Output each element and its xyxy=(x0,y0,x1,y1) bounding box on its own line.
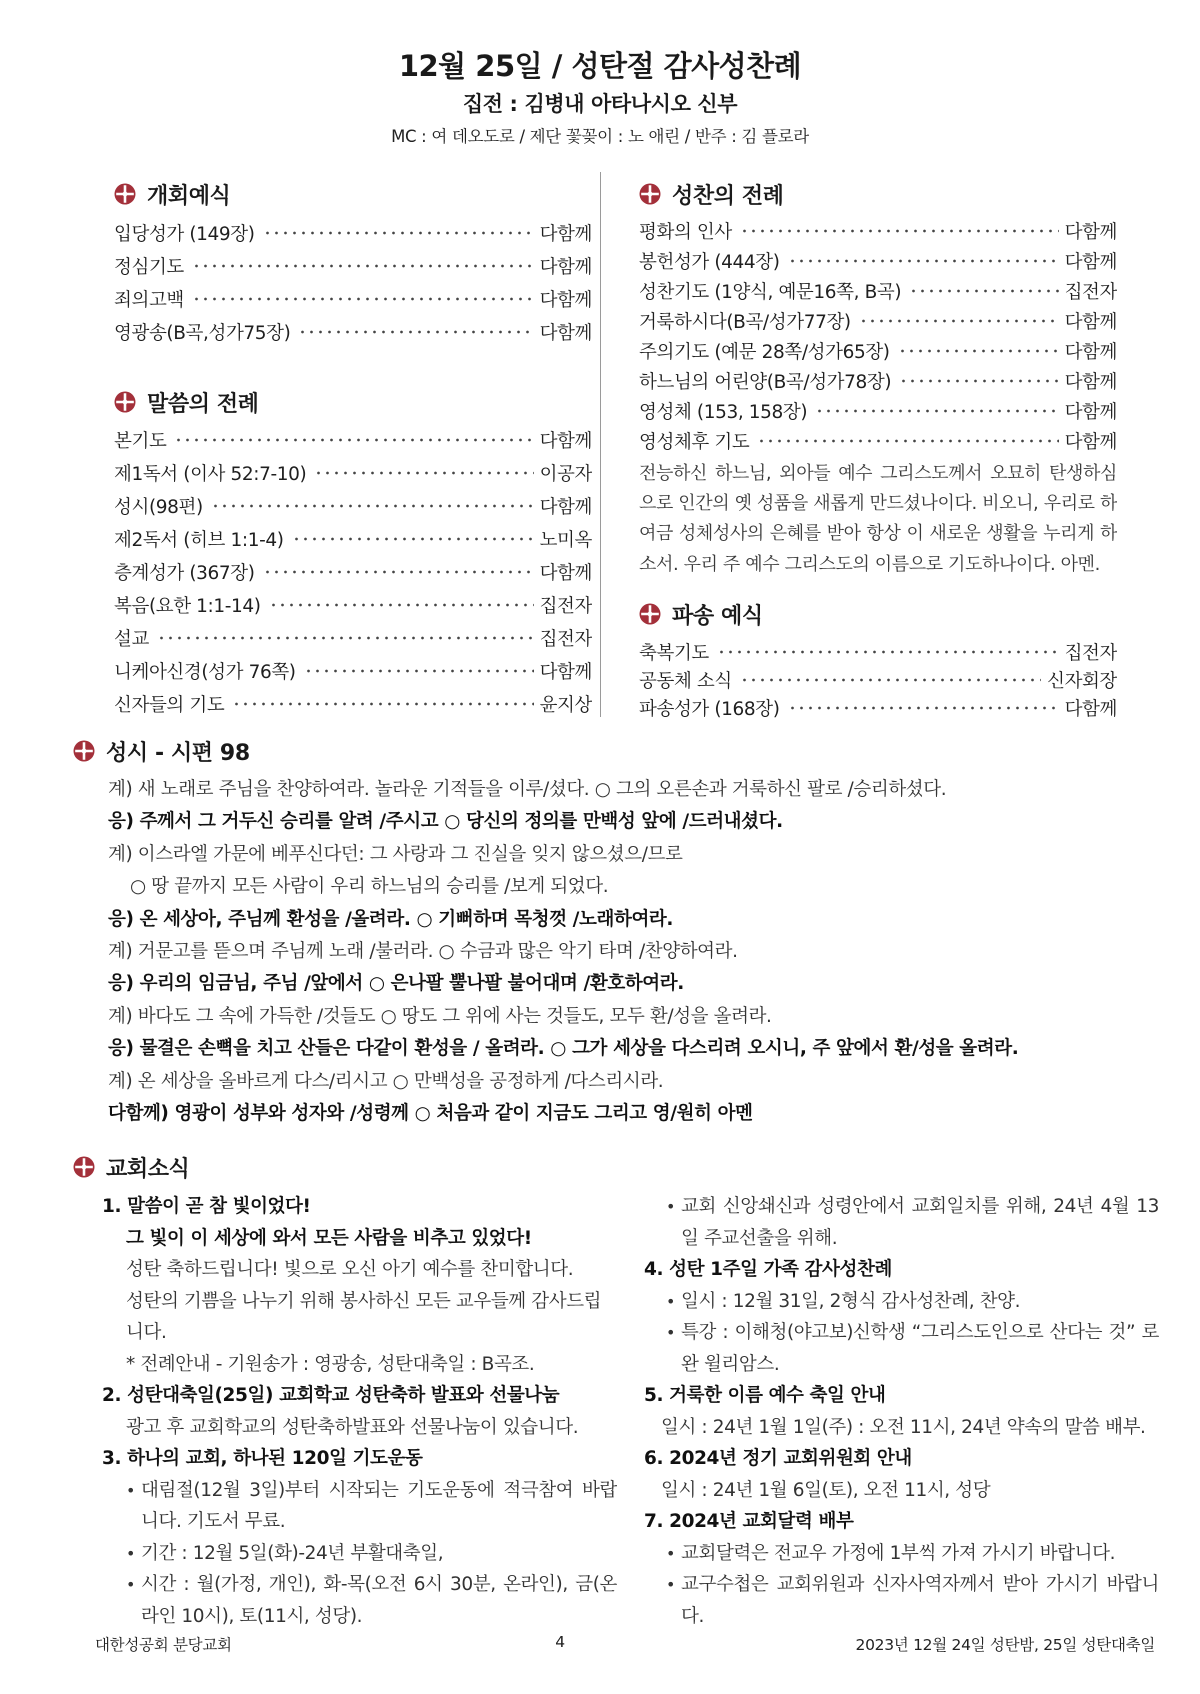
news-column-right xyxy=(644,1191,1159,1632)
liturgy-item-role: 다함께 xyxy=(539,289,592,311)
liturgy-item-role: 집전자 xyxy=(539,595,592,617)
liturgy-item-role: 다함께 xyxy=(539,661,592,683)
psalm-line-response: 응) 우리의 임금님, 주님 /앞에서 ○ 은나팔 뿔나팔 불어대며 /환호하여라. xyxy=(108,973,684,995)
dot-leader xyxy=(815,409,1058,413)
post-communion-prayer: 전능하신 하느님, 외아들 예수 그리스도께서 오묘히 탄생하심으로 인간의 옛 성품을 새롭게 만드셨나이다. 비오니, 우리로 하여금 성체성사의 은혜를 받아 항상 이 새로운 생활을 누리게 하소서. 우리 주 예수 그리스도의 이름으로 기도하나이다. 아멘. xyxy=(639,463,1117,575)
dot-leader xyxy=(292,537,534,541)
liturgy-item-name: 영성체후 기도 xyxy=(639,432,750,453)
liturgy-item-name: 주의기도 (예문 28쪽/성가65장) xyxy=(639,342,890,363)
news-bullet-text: 기간 : 12월 5일(화)-24년 부활대축일, xyxy=(141,1542,444,1564)
bullet-icon: • xyxy=(666,1291,676,1311)
psalm-line-leader: 계) 거문고를 뜯으며 주님께 노래 /불러라. ○ 수금과 많은 악기 타며 /찬양하여라. xyxy=(108,940,738,962)
bullet-icon: • xyxy=(666,1575,676,1594)
psalm-line-leader: 계) 바다도 그 속에 가득한 /것들도 ○ 땅도 그 위에 사는 것들도, 모두 환/성을 올려라. xyxy=(108,1005,772,1027)
liturgy-item xyxy=(114,489,592,522)
news-bullet-text: 대림절(12월 3일)부터 시작되는 기도운동에 적극참여 바랍니다. 기도서 무료. xyxy=(141,1479,617,1532)
liturgy-item xyxy=(639,336,1117,366)
news-bullet-text: 교회 신앙쇄신과 성령안에서 교회일치를 위해, 24년 4월 13일 주교선출을 위해. xyxy=(681,1196,1159,1249)
news-item-text: 일시 : 24년 1월 6일(토), 오전 11시, 성당 xyxy=(661,1479,991,1501)
liturgy-item-name: 설교 xyxy=(114,628,149,650)
liturgy-item-name: 입당성가 (149장) xyxy=(114,223,255,245)
liturgy-item xyxy=(114,654,592,687)
dot-leader xyxy=(232,702,533,706)
footer-page-number: 4 xyxy=(555,1633,565,1651)
dot-leader xyxy=(740,678,1041,682)
liturgy-item-name: 거룩하시다(B곡/성가77장) xyxy=(639,312,851,333)
liturgy-item-role: 다함께 xyxy=(1064,342,1117,363)
news-item-title: 1. 말씀이 곧 참 빛이었다! xyxy=(102,1196,311,1217)
news-item-title: 6. 2024년 정기 교회위원회 안내 xyxy=(644,1448,912,1469)
liturgy-item-name: 평화의 인사 xyxy=(639,222,732,243)
liturgy-item-role: 다함께 xyxy=(539,223,592,245)
liturgy-item-role: 윤지상 xyxy=(539,694,592,716)
dot-leader xyxy=(263,570,534,574)
liturgy-item xyxy=(114,423,592,456)
dot-leader xyxy=(899,379,1058,383)
psalm-line-response: 응) 주께서 그 거두신 승리를 알려 /주시고 ○ 당신의 정의를 만백성 앞에 /드러내셨다. xyxy=(108,811,783,833)
section-heading-news xyxy=(73,1149,189,1185)
liturgy-item xyxy=(639,216,1117,246)
liturgy-item xyxy=(639,246,1117,276)
liturgy-item-role: 다함께 xyxy=(1064,402,1117,423)
bullet-icon: • xyxy=(666,1543,676,1563)
liturgy-item-role: 이공자 xyxy=(539,463,592,485)
liturgy-item xyxy=(114,249,592,282)
celebrant-line: 집전 : 김병내 아타나시오 신부 xyxy=(462,92,738,116)
page-footer xyxy=(95,1633,1155,1659)
news-bullet xyxy=(644,1317,1159,1380)
liturgy-item-name: 복음(요한 1:1-14) xyxy=(114,595,261,617)
dot-leader xyxy=(314,471,533,475)
dot-leader xyxy=(717,650,1059,654)
psalm-line-leader: 계) 온 세상을 올바르게 다스/리시고 ○ 만백성을 공정하게 /다스리시라. xyxy=(108,1070,664,1092)
psalm-line-leader: ○ 땅 끝까지 모든 사람이 우리 하느님의 승리를 /보게 되었다. xyxy=(130,876,609,898)
liturgy-list xyxy=(639,638,1117,722)
section-word xyxy=(114,384,592,720)
news-column-left xyxy=(102,1191,617,1632)
liturgy-item xyxy=(114,216,592,249)
liturgy-item-name: 영광송(B곡,성가75장) xyxy=(114,322,291,344)
liturgy-list xyxy=(114,216,592,348)
section-heading-label: 교회소식 xyxy=(106,1156,190,1182)
liturgy-item-role: 집전자 xyxy=(1064,282,1117,303)
bullet-icon: • xyxy=(666,1323,676,1342)
liturgy-item-name: 공동체 소식 xyxy=(639,671,732,692)
liturgy-item-role: 집전자 xyxy=(539,628,592,650)
section-heading-eucharist xyxy=(639,176,1117,212)
section-sending xyxy=(639,596,1117,722)
liturgy-item-role: 다함께 xyxy=(1064,432,1117,453)
dot-leader xyxy=(788,259,1059,263)
liturgy-item xyxy=(639,694,1117,722)
news-bullet xyxy=(102,1538,617,1570)
news-item-title: 5. 거룩한 이름 예수 축일 안내 xyxy=(644,1385,886,1406)
liturgy-item-role: 다함께 xyxy=(539,562,592,584)
news-bullet-text: 특강 : 이해청(야고보)신학생 “그리스도인으로 산다는 것” 로완 윌리암스. xyxy=(681,1322,1159,1375)
section-heading-psalm xyxy=(73,733,250,769)
liturgy-list xyxy=(639,216,1117,456)
liturgy-item-name: 제2독서 (히브 1:1-4) xyxy=(114,529,284,551)
cross-icon xyxy=(73,740,95,762)
dot-leader xyxy=(192,297,534,301)
psalm-line-leader: 계) 새 노래로 주님을 찬양하여라. 놀라운 기적들을 이루/셨다. ○ 그의 오른손과 거룩하신 팔로 /승리하셨다. xyxy=(108,779,947,800)
liturgy-item-name: 봉헌성가 (444장) xyxy=(639,252,780,273)
dot-leader xyxy=(157,636,534,640)
liturgy-item-name: 정심기도 xyxy=(114,256,184,278)
section-heading-label: 파송 예식 xyxy=(672,603,763,629)
section-gathering xyxy=(114,176,592,348)
bullet-icon: • xyxy=(666,1197,676,1216)
cross-icon xyxy=(114,391,136,413)
news-item-title: 2. 성탄대축일(25일) 교회학교 성탄축하 발표와 선물나눔 xyxy=(102,1385,560,1406)
liturgy-item-name: 파송성가 (168장) xyxy=(639,699,780,720)
psalm-line-response: 응) 온 세상아, 주님께 환성을 /올려라. ○ 기뻐하며 목청껏 /노래하여라. xyxy=(108,908,674,930)
news-item-text: 일시 : 24년 1월 1일(주) : 오전 11시, 24년 약속의 말씀 배부. xyxy=(661,1416,1146,1438)
news-bullet xyxy=(644,1569,1159,1632)
liturgy-item-role: 다함께 xyxy=(1064,372,1117,393)
liturgy-item xyxy=(639,306,1117,336)
dot-leader xyxy=(740,229,1059,233)
bullet-icon: • xyxy=(126,1480,136,1500)
liturgy-item-role: 다함께 xyxy=(539,322,592,344)
liturgy-item-role: 다함께 xyxy=(1064,312,1117,333)
dot-leader xyxy=(211,504,534,508)
news-bullet-text: 교회달력은 전교우 가정에 1부씩 가져 가시기 바랍니다. xyxy=(681,1542,1116,1564)
liturgy-item-name: 성찬기도 (1양식, 예문16쪽, B곡) xyxy=(639,282,902,303)
section-heading-label: 성찬의 전례 xyxy=(672,183,784,209)
liturgy-item xyxy=(114,555,592,588)
liturgy-item-role: 다함께 xyxy=(1064,252,1117,273)
liturgy-item-role: 집전자 xyxy=(1064,643,1117,664)
liturgy-item-name: 축복기도 xyxy=(639,643,709,664)
dot-leader xyxy=(757,439,1058,443)
dot-leader xyxy=(898,349,1059,353)
bullet-icon: • xyxy=(126,1575,136,1594)
news-bullet xyxy=(644,1538,1159,1570)
liturgy-item-role: 다함께 xyxy=(539,496,592,518)
liturgy-item xyxy=(114,456,592,489)
liturgy-item-role: 신자회장 xyxy=(1047,671,1117,692)
liturgy-item xyxy=(639,666,1117,694)
news-bullet xyxy=(644,1191,1159,1254)
news-item-subtitle: 그 빛이 이 세상에 와서 모든 사람을 비추고 있었다! xyxy=(126,1227,532,1249)
news-bullet xyxy=(644,1286,1159,1318)
liturgy-item-name: 본기도 xyxy=(114,430,167,452)
liturgy-item xyxy=(639,426,1117,456)
liturgy-item xyxy=(114,315,592,348)
dot-leader xyxy=(304,669,534,673)
bullet-icon: • xyxy=(126,1543,136,1563)
cross-icon xyxy=(639,183,661,205)
liturgy-item-role: 다함께 xyxy=(1064,222,1117,243)
section-eucharist xyxy=(639,176,1117,580)
section-heading-sending xyxy=(639,596,1117,632)
dot-leader xyxy=(859,319,1059,323)
liturgy-item xyxy=(639,396,1117,426)
liturgy-item xyxy=(114,282,592,315)
liturgy-item-name: 신자들의 기도 xyxy=(114,694,225,716)
liturgy-item xyxy=(114,621,592,654)
news-item-title: 3. 하나의 교회, 하나된 120일 기도운동 xyxy=(102,1448,423,1469)
service-header xyxy=(0,46,1200,152)
liturgy-item xyxy=(639,276,1117,306)
liturgy-item xyxy=(114,522,592,555)
dot-leader xyxy=(788,706,1059,710)
footer-date: 2023년 12월 24일 성탄밤, 25일 성탄대축일 xyxy=(855,1636,1155,1654)
section-heading-gathering xyxy=(114,176,592,212)
section-heading-word xyxy=(114,384,592,420)
dot-leader xyxy=(909,289,1058,293)
liturgy-item-name: 영성체 (153, 158장) xyxy=(639,402,808,423)
news-item-title: 4. 성탄 1주일 가족 감사성찬례 xyxy=(644,1259,892,1280)
liturgy-item xyxy=(639,638,1117,666)
section-heading-label: 말씀의 전례 xyxy=(147,391,259,417)
roles-line: MC : 여 데오도로 / 제단 꽃꽂이 : 노 애린 / 반주 : 김 플로라 xyxy=(391,127,809,146)
news-bullet-text: 일시 : 12월 31일, 2형식 감사성찬례, 찬양. xyxy=(681,1290,1021,1312)
liturgy-item-role: 노미옥 xyxy=(539,529,592,551)
news-bullet xyxy=(102,1569,617,1632)
news-bullet xyxy=(102,1475,617,1538)
news-item-text: 광고 후 교회학교의 성탄축하발표와 선물나눔이 있습니다. xyxy=(126,1416,579,1438)
dot-leader xyxy=(174,438,533,442)
news-item-text: 성탄 축하드립니다! 빛으로 오신 아기 예수를 찬미합니다. xyxy=(126,1259,574,1280)
footer-church-name: 대한성공회 분당교회 xyxy=(95,1636,232,1654)
news-item-title: 7. 2024년 교회달력 배부 xyxy=(644,1511,854,1532)
liturgy-item-name: 니케아신경(성가 76쪽) xyxy=(114,661,296,683)
psalm-line-response: 응) 물결은 손뼉을 치고 산들은 다같이 환성을 / 올려라. ○ 그가 세상을 다스리려 오시니, 주 앞에서 환/성을 올려라. xyxy=(108,1038,1019,1060)
news-bullet-text: 교구수첩은 교회위원과 신자사역자께서 받아 가시기 바랍니다. xyxy=(681,1574,1159,1627)
liturgy-item-role: 다함께 xyxy=(1064,699,1117,720)
news-bullet-text: 시간 : 월(가정, 개인), 화-목(오전 6시 30분, 온라인), 금(온라인 10시), 토(11시, 성당). xyxy=(141,1574,617,1627)
news-item-text: * 전례안내 - 기원송가 : 영광송, 성탄대축일 : B곡조. xyxy=(126,1353,535,1375)
dot-leader xyxy=(263,231,534,235)
liturgy-list xyxy=(114,423,592,720)
liturgy-item-name: 죄의고백 xyxy=(114,289,184,311)
dot-leader xyxy=(298,330,533,334)
liturgy-item xyxy=(114,588,592,621)
news-item-text: 성탄의 기쁨을 나누기 위해 봉사하신 모든 교우들께 감사드립니다. xyxy=(126,1290,602,1343)
dot-leader xyxy=(269,603,534,607)
liturgy-item xyxy=(639,366,1117,396)
liturgy-item xyxy=(114,687,592,720)
liturgy-item-name: 층계성가 (367장) xyxy=(114,562,255,584)
liturgy-item-role: 다함께 xyxy=(539,430,592,452)
liturgy-item-name: 하느님의 어린양(B곡/성가78장) xyxy=(639,372,892,393)
liturgy-item-name: 성시(98편) xyxy=(114,496,203,518)
column-divider xyxy=(600,172,601,717)
psalm-line-leader: 계) 이스라엘 가문에 베푸신다던: 그 사랑과 그 진실을 잊지 않으셨으/므로 xyxy=(108,843,683,865)
section-heading-label: 개회예식 xyxy=(147,183,231,209)
liturgy-item-role: 다함께 xyxy=(539,256,592,278)
cross-icon xyxy=(114,183,136,205)
liturgy-item-name: 제1독서 (이사 52:7-10) xyxy=(114,463,307,485)
psalm-text xyxy=(108,774,1168,1130)
cross-icon xyxy=(73,1156,95,1178)
cross-icon xyxy=(639,603,661,625)
psalm-line-all: 다함께) 영광이 성부와 성자와 /성령께 ○ 처음과 같이 지금도 그리고 영/원히 아멘 xyxy=(108,1102,753,1124)
service-title: 12월 25일 / 성탄절 감사성찬례 xyxy=(398,49,802,83)
section-heading-label: 성시 - 시편 98 xyxy=(106,740,250,766)
dot-leader xyxy=(192,264,534,268)
